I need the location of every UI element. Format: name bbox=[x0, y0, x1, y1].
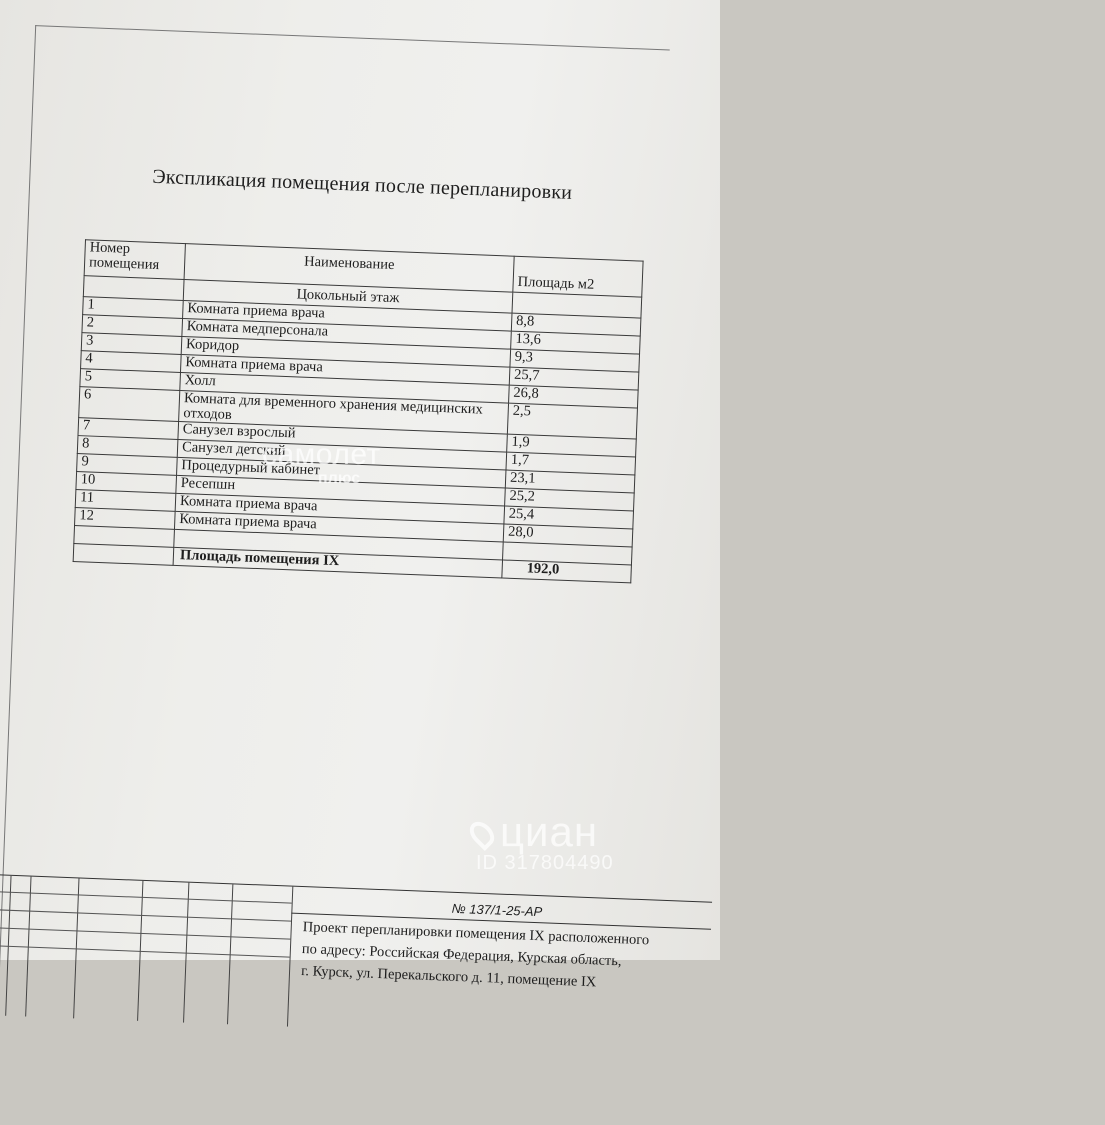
project-line-2: по адресу: Российская Федерация, Курская область, bbox=[301, 941, 622, 970]
table-row: 8 Санузел детский 1,7 bbox=[77, 436, 635, 475]
document-sheet bbox=[0, 4, 1105, 1125]
title-block bbox=[0, 874, 712, 1043]
table-row: 9 Процедурный кабинет 23,1 bbox=[77, 454, 635, 493]
document-title: Экспликация помещения после перепланировки bbox=[152, 165, 573, 204]
table-row: 11 Комната приема врача 25,4 bbox=[75, 490, 633, 529]
total-value: 192,0 bbox=[502, 560, 632, 583]
table-row: 7 Санузел взрослый 1,9 bbox=[78, 418, 636, 457]
project-line-1: Проект перепланировки помещения IX расположенного bbox=[302, 919, 650, 949]
header-name: Наименование bbox=[184, 244, 514, 293]
table-row: 12 Комната приема врача 28,0 bbox=[75, 508, 633, 547]
samolet-watermark: самолет bbox=[262, 438, 381, 471]
document-code: № 137/1-25-АР bbox=[451, 900, 543, 920]
table-row: 6 Комната для временного хранения медицинских отходов 2,5 bbox=[79, 387, 638, 439]
project-line-3: г. Курск, ул. Перекальского д. 11, помещение IX bbox=[300, 963, 597, 991]
table-row: 3 Коридор 9,3 bbox=[81, 333, 639, 372]
header-number: Номер помещения bbox=[84, 240, 185, 280]
table-row: 10 Ресепшн 25,2 bbox=[76, 472, 634, 511]
cian-listing-id: ID 317804490 bbox=[476, 852, 614, 874]
explication-table bbox=[73, 239, 644, 583]
header-area: Площадь м2 bbox=[513, 256, 643, 297]
table-row: 1 Комната приема врача 8,8 bbox=[83, 297, 641, 336]
section-label: Цокольный этаж bbox=[183, 280, 513, 314]
title-block-grid bbox=[0, 875, 292, 1026]
total-label: Площадь помещения IX bbox=[173, 547, 502, 578]
table-row: 5 Холл 26,8 bbox=[80, 369, 638, 408]
table-row: 4 Комната приема врача 25,7 bbox=[81, 351, 639, 390]
cian-watermark: циан bbox=[472, 808, 598, 856]
samolet-watermark-sub: плюс bbox=[318, 470, 361, 487]
table-row: 2 Комната медперсонала 13,6 bbox=[82, 315, 640, 354]
